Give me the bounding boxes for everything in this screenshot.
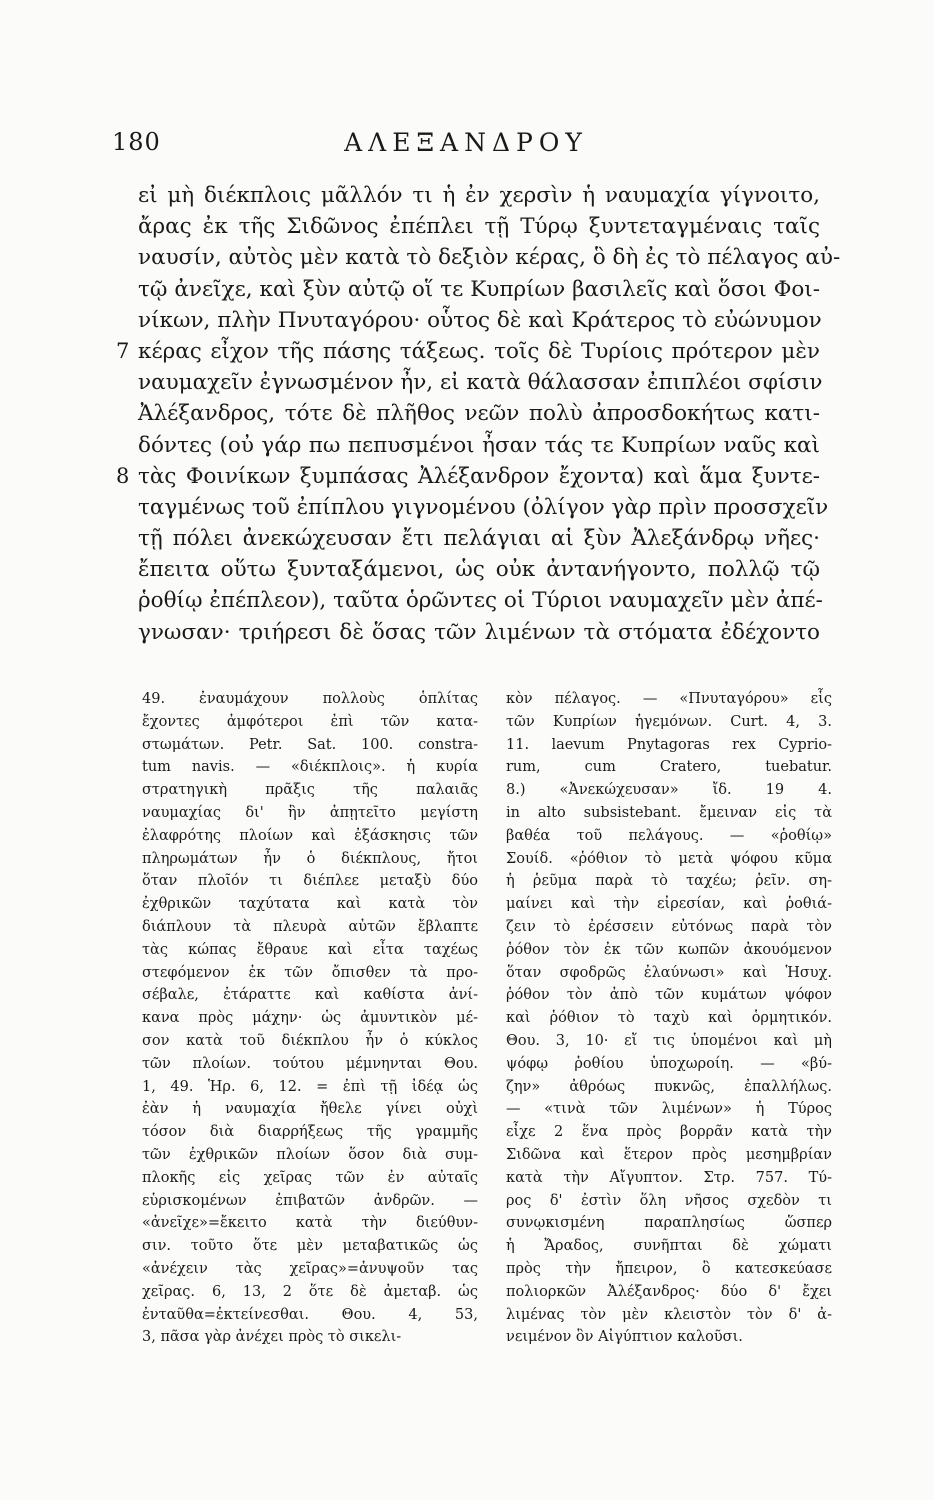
main-text-content: ἔπειτα οὕτω ξυνταξάμενοι, ὡς οὐκ ἀντανήγοντο, πολλῷ τῷ: [138, 557, 820, 583]
main-text-content: ῥοθίῳ ἐπέπλεον), ταῦτα ὁρῶντες οἱ Τύριοι ναυμαχεῖν μὲν ἀπέ-: [138, 588, 823, 614]
note-line: διάπλουν τὰ πλευρὰ αὐτῶν ἔβλαπτε: [142, 918, 478, 935]
running-title: ΑΛΕΞΑΝΔΡΟΥ: [344, 128, 588, 157]
note-line: 1, 49. Ἡρ. 6, 12. = ἐπὶ τῇ ἰδέᾳ ὡς: [142, 1078, 478, 1095]
note-line: ἐλαφρότης πλοίων καὶ ἐξάσκησις τῶν: [142, 827, 478, 844]
section-number: 8: [116, 463, 130, 488]
notes-right-column: [506, 688, 832, 1349]
note-line: σιν. τοῦτο ὅτε μὲν μεταβατικῶς ὡς: [142, 1238, 478, 1255]
main-text-content: ναυσίν, αὐτὸς μὲν κατὰ τὸ δεξιὸν κέρας, ὃ δὴ ἐς τὸ πέλαγος αὐ-: [138, 245, 841, 271]
note-line: στρατηγικὴ πρᾶξις τῆς παλαιᾶς: [142, 782, 478, 799]
note-line: ψόφῳ ῥοθίου ὑποχωροίη. — «βύ-: [506, 1055, 832, 1072]
note-line: — «τινὰ τῶν λιμένων» ἡ Τύρος: [506, 1101, 832, 1118]
notes-left-column: [142, 688, 478, 1349]
note-line: σέβαλε, ἐτάραττε καὶ καθίστα ἀνί-: [142, 987, 478, 1004]
main-text-line: [138, 305, 820, 336]
note-line: Σουίδ. «ῥόθιον τὸ μετὰ ψόφου κῦμα: [506, 850, 832, 867]
main-text-line: [138, 523, 820, 554]
note-line: τῶν ἐχθρικῶν πλοίων ὅσον διὰ συμ-: [142, 1146, 478, 1163]
note-line: κανα πρὸς μάχην· ὡς ἀμυντικὸν μέ-: [142, 1010, 478, 1027]
main-text-line: [138, 492, 829, 523]
main-text-line: [116, 461, 820, 492]
note-line: τῶν πλοίων. τούτου μέμνηνται Θου.: [142, 1055, 478, 1072]
note-line: Σιδῶνα καὶ ἕτερον πρὸς μεσημβρίαν: [506, 1146, 832, 1163]
note-line: πολιορκῶν Ἀλέξανδρος· δύο δ' ἔχει: [506, 1283, 832, 1300]
main-text-content: ταγμένως τοῦ ἐπίπλου γιγνομένου (ὀλίγον γὰρ πρὶν προσσχεῖν: [138, 494, 829, 520]
main-text-content: Ἀλέξανδρος, τότε δὲ πλῆθος νεῶν πολὺ ἀπροσδοκήτως κατι-: [138, 401, 820, 427]
note-line: ὅταν πλοῖόν τι διέπλεε μεταξὺ δύο: [142, 873, 478, 890]
note-line: ἡ ῥεῦμα παρὰ τὸ ταχέω; ῥεῖν. ση-: [506, 873, 832, 890]
main-text-line: [138, 274, 820, 305]
note-line: 3, πᾶσα γὰρ ἀνέχει πρὸς τὸ σικελι-: [142, 1329, 402, 1346]
note-line: ῥόθον τὸν ἐκ τῶν κωπῶν ἀκουόμενον: [506, 941, 832, 958]
note-line: τὰς κώπας ἔθραυε καὶ εἶτα ταχέως: [142, 941, 478, 958]
note-line: τῶν Κυπρίων ἡγεμόνων. Curt. 4, 3.: [506, 713, 832, 730]
note-line: μαίνει καὶ τὴν εἰρεσίαν, καὶ ῥοθιά-: [506, 896, 832, 913]
note-line: κατὰ τὴν Αἴγυπτον. Στρ. 757. Τύ-: [506, 1169, 832, 1186]
note-line: πληρωμάτων ἦν ὁ διέκπλους, ἤτοι: [142, 850, 478, 867]
main-text-line: [138, 398, 820, 429]
section-number: 7: [116, 338, 130, 363]
note-line: πλοκῆς εἰς χεῖρας τῶν ἐν αὐταῖς: [142, 1169, 478, 1186]
note-line: tum navis. — «διέκπλοις». ἡ κυρία: [142, 759, 478, 776]
note-line: εἶχε 2 ἕνα πρὸς βορρᾶν κατὰ τὴν: [506, 1124, 832, 1141]
note-line: ρος δ' ἐστὶν ὅλη νῆσος σχεδὸν τι: [506, 1192, 832, 1209]
note-line: 49. ἐναυμάχουν πολλοὺς ὁπλίτας: [142, 691, 478, 707]
main-text-line: [138, 242, 841, 273]
note-line: σον κατὰ τοῦ διέκπλου ἦν ὁ κύκλος: [142, 1032, 478, 1049]
main-text-content: γνωσαν· τριήρεσι δὲ ὅσας τῶν λιμένων τὰ στόματα ἐδέχοντο: [138, 619, 820, 645]
note-line: ζην» ἀθρόως πυκνῶς, ἐπαλλήλως.: [506, 1078, 832, 1095]
main-text-content: τῇ πόλει ἀνεκώχευσαν ἔτι πελάγιαι αἱ ξὺν Ἀλεξάνδρῳ νῆες·: [138, 526, 820, 552]
note-line: ὅταν σφοδρῶς ἐλαύνωσι» καὶ Ἡσυχ.: [506, 964, 832, 981]
note-line: πρὸς τὴν ἤπειρον, ὃ κατεσκεύασε: [506, 1260, 832, 1277]
note-line: «ἀνέχειν τὰς χεῖρας»=ἀνυψοῦν τας: [142, 1260, 478, 1277]
main-text-content: ναυμαχεῖν ἐγνωσμένον ἦν, εἰ κατὰ θάλασσαν ἐπιπλέοι σφίσιν: [138, 370, 823, 396]
note-line: συνῳκισμένη παραπλησίως ὥσπερ: [506, 1215, 832, 1232]
main-text-content: τὰς Φοινίκων ξυμπάσας Ἀλέξανδρον ἔχοντα) καὶ ἅμα ξυντε-: [138, 463, 820, 489]
note-line: στωμάτων. Petr. Sat. 100. constra-: [142, 736, 478, 753]
note-line: ζειν τὸ ἐρέσσειν εὐτόνως παρὰ τὸν: [506, 918, 832, 935]
note-line: ἡ Ἄραδος, συνῆπται δὲ χώματι: [506, 1238, 832, 1255]
note-line: χεῖρας. 6, 13, 2 ὅτε δὲ ἀμεταβ. ὡς: [142, 1283, 478, 1300]
main-text-content: νίκων, πλὴν Πνυταγόρου· οὗτος δὲ καὶ Κράτερος τὸ εὐώνυμον: [138, 307, 822, 333]
note-line: ῥόθον τὸν ἀπὸ τῶν κυμάτων ψόφον: [506, 987, 832, 1004]
note-line: 8.) «Ἀνεκώχευσαν» ἴδ. 19 4.: [506, 782, 832, 799]
note-line: λιμένας τὸν μὲν κλειστὸν τὸν δ' ἀ-: [506, 1306, 832, 1323]
note-line: ναυμαχίας δι' ἣν ἀπῃτεῖτο μεγίστη: [142, 804, 478, 821]
note-line: rum, cum Cratero, tuebatur.: [506, 759, 832, 776]
main-text-content: ἄρας ἐκ τῆς Σιδῶνος ἐπέπλει τῇ Τύρῳ ξυντεταγμέναις ταῖς: [138, 214, 820, 240]
main-text-line: [138, 554, 820, 585]
note-line: «ἀνεῖχε»=ἔκειτο κατὰ τὴν διεύθυν-: [142, 1215, 478, 1232]
note-line: ἐχθρικῶν ταχύτατα καὶ κατὰ τὸν: [142, 896, 478, 913]
note-line: εὑρισκομένων ἐπιβατῶν ἀνδρῶν. —: [142, 1192, 478, 1209]
note-line: στεφόμενον ἐκ τῶν ὄπισθεν τὰ προ-: [142, 964, 478, 981]
main-text-block: [116, 180, 841, 648]
main-text-line: [116, 336, 820, 367]
note-line: 11. laevum Pnytagoras rex Cyprio-: [506, 736, 832, 753]
main-text-line: [138, 430, 820, 461]
main-text-line: [138, 211, 820, 242]
note-line: ἐὰν ἡ ναυμαχία ἤθελε γίνει οὐχὶ: [142, 1101, 478, 1118]
note-line: Θου. 3, 10· εἴ τις ὑπομένοι καὶ μὴ: [506, 1032, 832, 1049]
main-text-content: δόντες (οὐ γάρ πω πεπυσμένοι ἦσαν τάς τε Κυπρίων ναῦς καὶ: [138, 432, 820, 458]
main-text-line: [138, 180, 820, 211]
note-line: τόσον διὰ διαρρήξεως τῆς γραμμῆς: [142, 1124, 478, 1141]
note-line: ἐνταῦθα=ἐκτείνεσθαι. Θου. 4, 53,: [142, 1306, 478, 1323]
main-text-line: [138, 617, 820, 648]
note-line: ἔχοντες ἀμφότεροι ἐπὶ τῶν κατα-: [142, 713, 478, 730]
note-line: καὶ ῥόθιον τὸ ταχὺ καὶ ὁρμητικόν.: [506, 1010, 832, 1027]
main-text-content: τῷ ἀνεῖχε, καὶ ξὺν αὐτῷ οἵ τε Κυπρίων βασιλεῖς καὶ ὅσοι Φοι-: [138, 276, 820, 302]
commentary-notes: [112, 688, 832, 1408]
main-text-line: [138, 585, 823, 616]
main-text-content: εἰ μὴ διέκπλοις μᾶλλόν τι ἡ ἐν χερσὶν ἡ ναυμαχία γίγνοιτο,: [138, 183, 820, 208]
page-header: [112, 128, 820, 164]
note-line: κὸν πέλαγος. — «Πνυταγόρου» εἷς: [506, 691, 832, 707]
main-text-line: [138, 367, 823, 398]
note-line: βαθέα τοῦ πελάγους. — «ῥοθίῳ»: [506, 827, 832, 844]
page-number: 180: [112, 128, 161, 156]
note-line: νειμένον ὃν Αἰγύπτιον καλοῦσι.: [506, 1329, 743, 1346]
main-text-content: κέρας εἶχον τῆς πάσης τάξεως. τοῖς δὲ Τυρίοις πρότερον μὲν: [138, 338, 820, 364]
note-line: in alto subsistebant. ἔμειναν εἰς τὰ: [506, 804, 832, 821]
